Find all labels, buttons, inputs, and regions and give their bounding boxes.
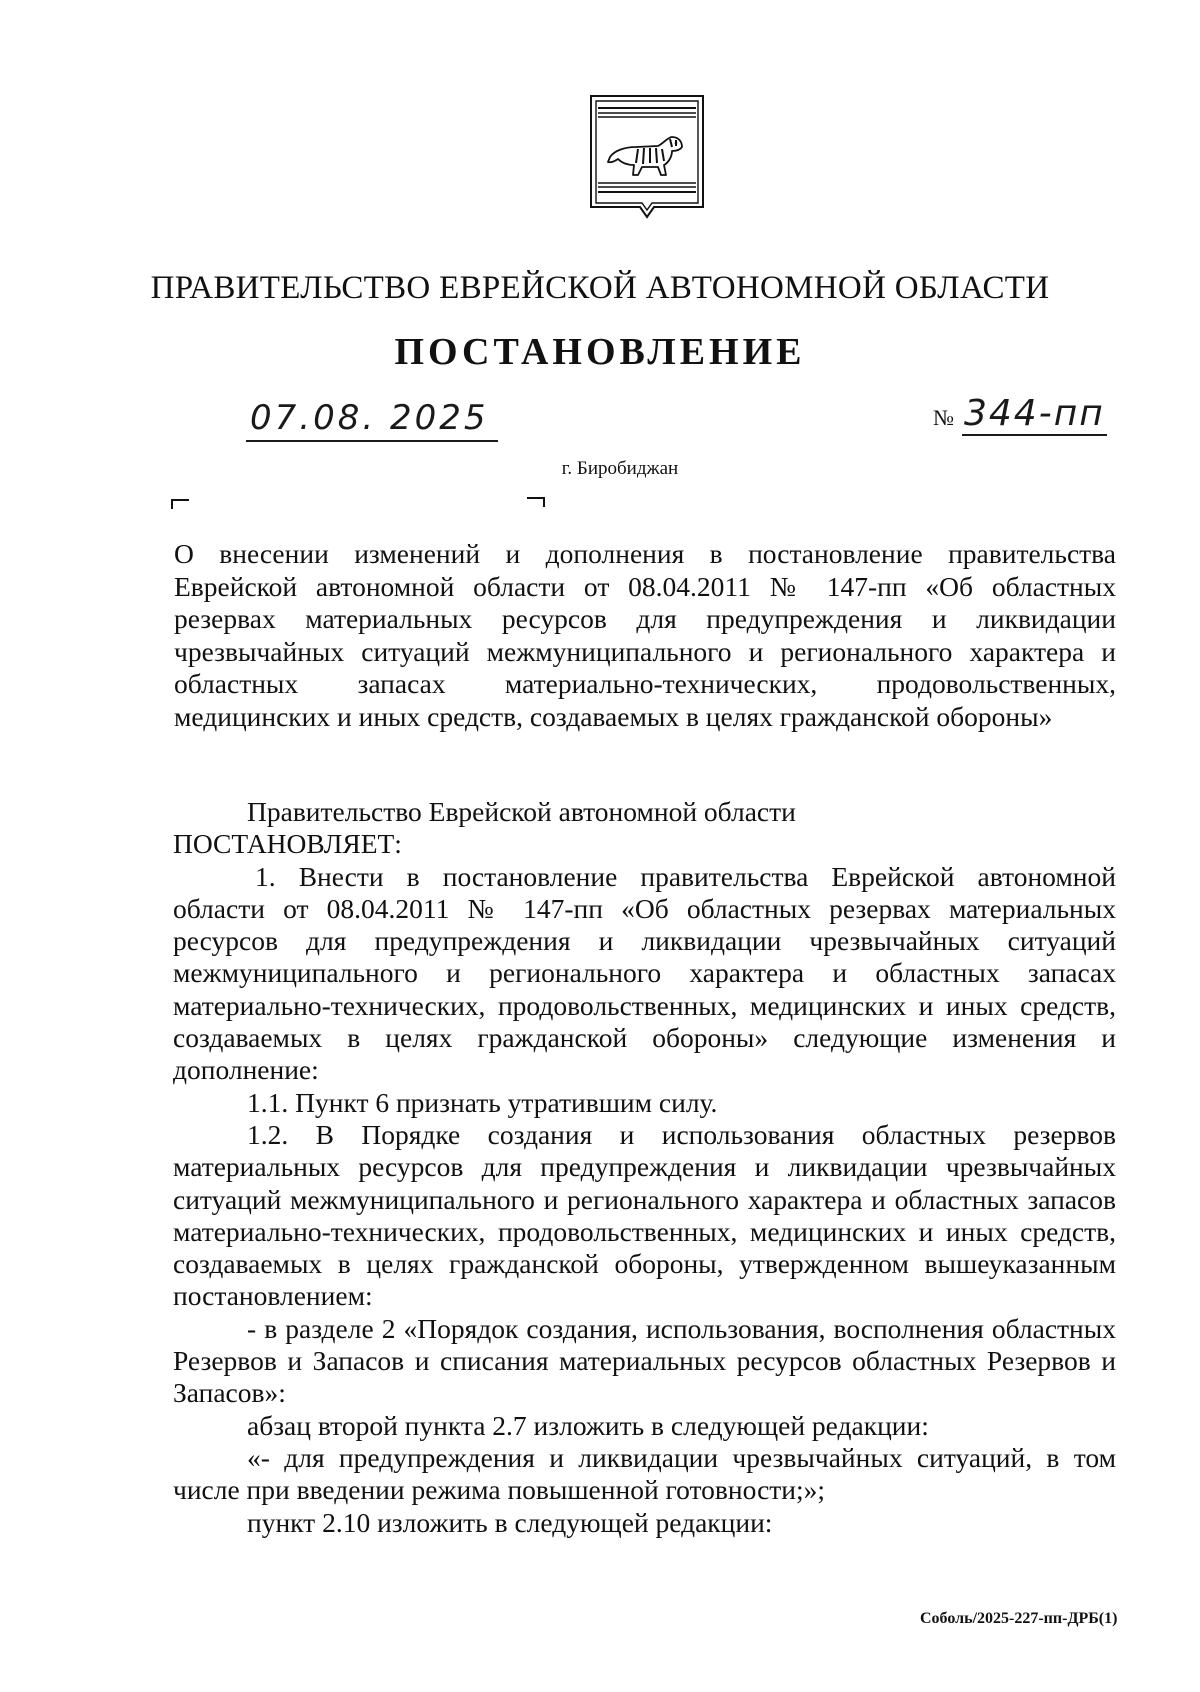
document-number: 344-пп (964, 393, 1105, 434)
preamble: Правительство Еврейской автономной области (247, 796, 796, 827)
paragraph-2-7-intro: абзац второй пункта 2.7 изложить в следующей редакции: (247, 1409, 929, 1441)
subject-bracket-right (527, 497, 545, 507)
coat-of-arms-icon (588, 93, 706, 233)
paragraph-1: 1. Внести в постановление правительства Еврейской автономной области от 08.04.2011 № 147-пп «Об областных резервах материальных ресурсов для предупреждения и ликвидации чрезвычайных ситуаций межмуниципального и регионального характера и областных запасах материально-технических, продовольственных, медицинских и иных средств, создаваемых в целях гражданской обороны» следующие изменения и дополнение: (173, 860, 1116, 1086)
document-subject: О внесении изменений и дополнения в постановление правительства Еврейской автономной области от 08.04.2011 № 147-пп «Об областных резервах материальных ресурсов для предупреждения и ликвидации чрезвычайных ситуаций межмуниципального и регионального характера и областных запасах материально-технических, продовольственных, медицинских и иных средств, создаваемых в целях гражданской обороны» (174, 538, 1116, 732)
city-name: г. Биробиджан (561, 458, 679, 479)
document-date: 07.08. 2025 (246, 398, 498, 442)
subject-bracket-left (171, 499, 189, 509)
paragraph-1-2: 1.2. В Порядке создания и использования областных резервов материальных ресурсов для предупреждения и ликвидации чрезвычайных ситуаций межмуниципального и регионального характера и областных запасов материально-технических, продовольственных, медицинских и иных средств, создаваемых в целях гражданской обороны, утвержденном вышеуказанным постановлением: (173, 1118, 1116, 1312)
paragraph-2-10-intro: пункт 2.10 изложить в следующей редакции: (247, 1506, 773, 1538)
paragraph-2-7-text: «- для предупреждения и ликвидации чрезвычайных ситуаций, в том числе при введении режима повышенной готовности;»; (173, 1441, 1116, 1506)
organization-title: ПРАВИТЕЛЬСТВО ЕВРЕЙСКОЙ АВТОНОМНОЙ ОБЛАСТИ (150, 270, 1050, 306)
document-body (173, 796, 1116, 1539)
number-label: № (933, 405, 954, 430)
paragraph-1-1: 1.1. Пункт 6 признать утратившим силу. (247, 1086, 718, 1118)
document-type-heading: ПОСТАНОВЛЕНИЕ (394, 331, 806, 373)
document-number-block (933, 393, 1107, 436)
document-code: Соболь/2025-227-пп-ДРБ(1) (920, 1610, 1118, 1627)
paragraph-section-2: - в разделе 2 «Порядок создания, использования, восполнения областных Резервов и Запасов и списания материальных ресурсов областных Резервов и Запасов»: (173, 1312, 1116, 1409)
resolves-heading: ПОСТАНОВЛЯЕТ: (173, 828, 402, 860)
